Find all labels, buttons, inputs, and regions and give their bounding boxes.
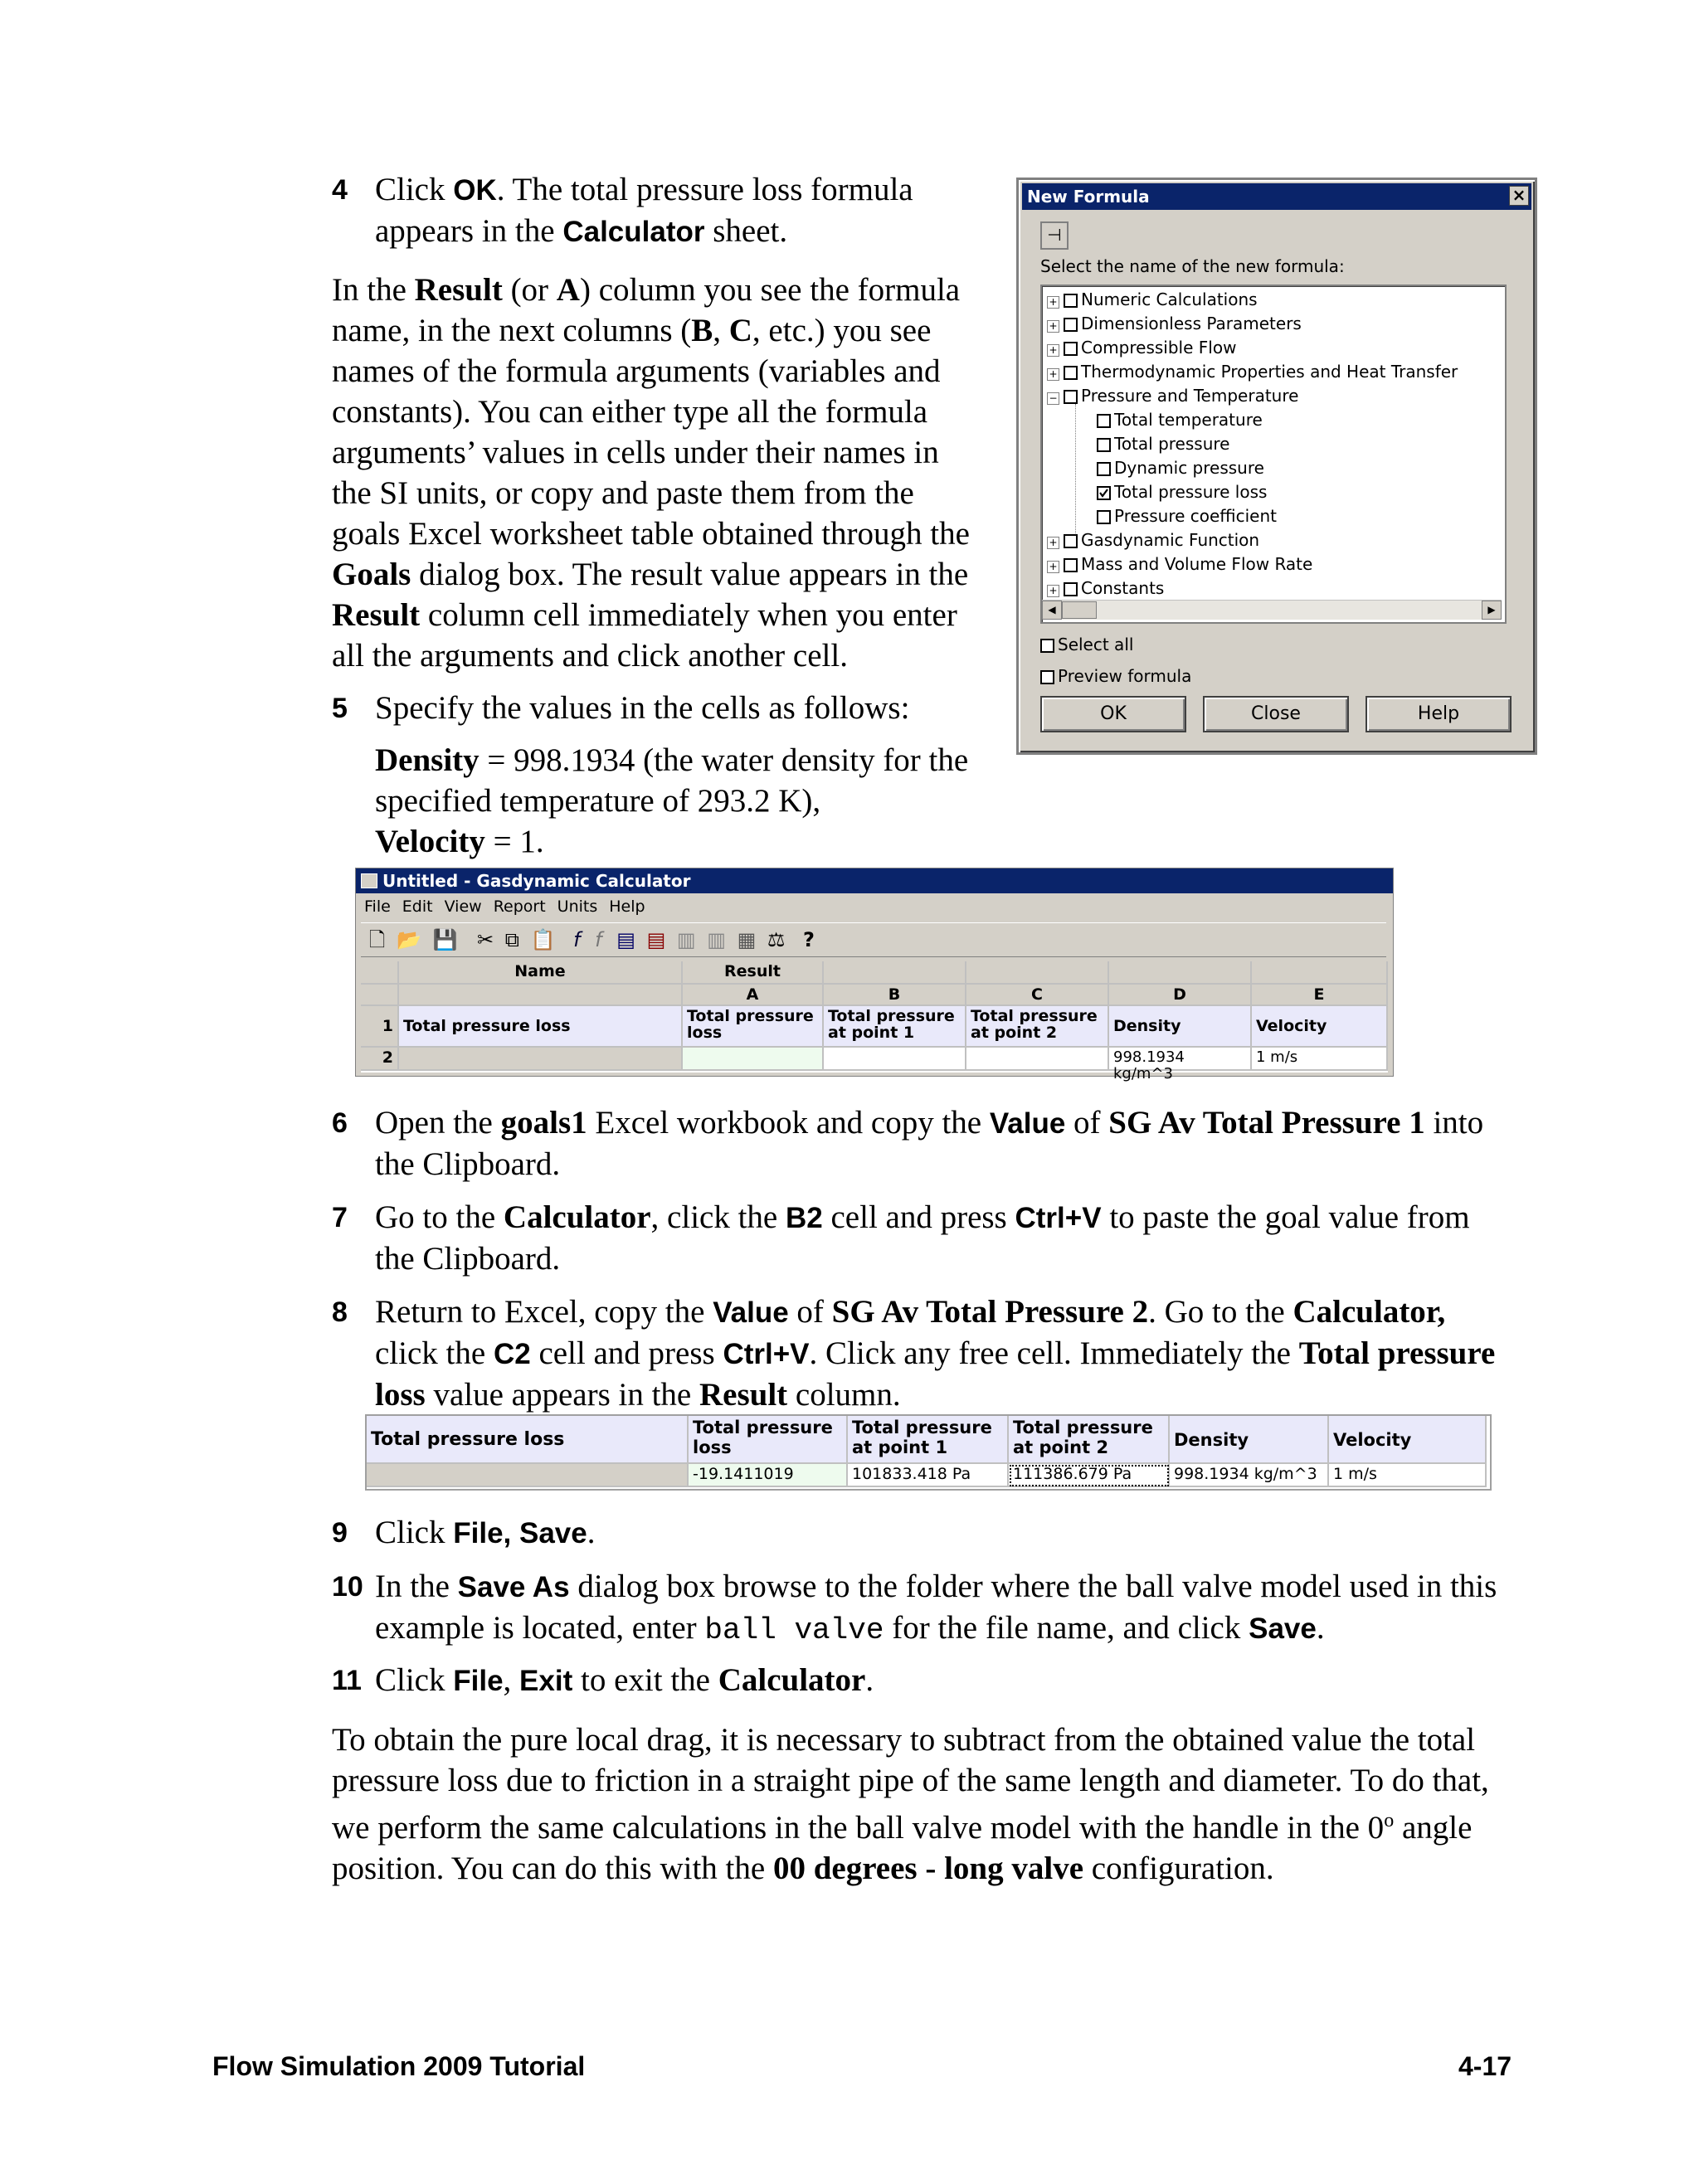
formula-icon[interactable]: f — [573, 928, 581, 951]
checkbox-icon — [1064, 366, 1078, 380]
page-number: 4-17 — [1458, 2051, 1512, 2081]
cell-name-row1[interactable]: Total pressure loss — [399, 1006, 683, 1048]
column-header-d[interactable]: D — [1109, 985, 1252, 1006]
header-name: Name — [399, 961, 683, 985]
menu-report[interactable]: Report — [493, 897, 546, 916]
step-number: 9 — [332, 1517, 348, 1549]
cell-e1[interactable]: Velocity — [1252, 1006, 1388, 1048]
copy-icon[interactable]: ⧉ — [504, 928, 519, 951]
tree-item-constants[interactable]: + Constants — [1047, 576, 1164, 600]
select-all-checkbox[interactable]: Select all — [1040, 635, 1133, 654]
tree-item-total-temperature[interactable]: Total temperature — [1097, 408, 1263, 431]
collapse-icon: − — [1047, 392, 1059, 405]
tree-item-dimensionless-parameters[interactable]: + Dimensionless Parameters — [1047, 312, 1302, 335]
menu-file[interactable]: File — [364, 897, 391, 916]
tree-item-mass-and-volume-flow-rate[interactable]: + Mass and Volume Flow Rate — [1047, 552, 1312, 576]
column-header-b[interactable]: B — [824, 985, 966, 1006]
cell-name-row2[interactable] — [399, 1048, 683, 1071]
dialog-title: New Formula — [1027, 187, 1150, 207]
tree-item-gasdynamic-function[interactable]: + Gasdynamic Function — [1047, 528, 1259, 552]
save-icon[interactable]: 💾 — [432, 928, 458, 951]
result-value-a[interactable]: -19.1411019 — [689, 1464, 848, 1487]
menu-units[interactable]: Units — [557, 897, 598, 916]
new-formula-dialog — [1016, 178, 1537, 755]
calculator-title: Untitled - Gasdynamic Calculator — [382, 871, 691, 891]
formula-disabled-icon[interactable]: f — [595, 928, 602, 951]
scroll-left-icon[interactable]: ◀ — [1042, 601, 1062, 620]
checkbox-icon — [1097, 510, 1111, 524]
cell-e2[interactable]: 1 m/s — [1252, 1048, 1388, 1071]
checkbox-icon — [1064, 342, 1078, 356]
header-blank — [966, 961, 1109, 985]
expand-icon: + — [1047, 368, 1059, 381]
cell-a1[interactable]: Total pressure loss — [683, 1006, 824, 1048]
result-name-row2[interactable] — [367, 1464, 689, 1487]
insert-column-icon[interactable]: ▥ — [676, 928, 696, 951]
cell-d2[interactable]: 998.1934 kg/m^3 — [1109, 1048, 1252, 1071]
step-number: 8 — [332, 1296, 348, 1328]
checkbox-icon — [1040, 639, 1054, 653]
checkbox-icon — [1097, 414, 1111, 428]
result-value-e[interactable]: 1 m/s — [1329, 1464, 1487, 1487]
calculator-title-bar — [356, 868, 1393, 893]
calculator-grid — [361, 961, 1388, 1082]
step-number: 10 — [332, 1571, 363, 1603]
app-icon — [361, 873, 377, 888]
scroll-thumb[interactable] — [1062, 601, 1097, 619]
ok-button[interactable]: OK — [1040, 696, 1186, 732]
closing-paragraph: To obtain the pure local drag, it is necessary to subtract from the obtained value the total pressure loss due to friction in a straight pipe of the same length and diameter. To do that, we perform the same calculations in the ball valve model with the handle in the 0$^o$ angle position. You can do this with the 00 degrees - long valve configuration. — [332, 1722, 1489, 1886]
expand-icon: + — [1047, 344, 1059, 357]
tree-item-total-pressure-loss[interactable]: Total pressure loss — [1097, 480, 1267, 503]
result-header-e[interactable]: Velocity — [1329, 1416, 1487, 1464]
formula-tree[interactable] — [1040, 285, 1507, 624]
expand-icon: + — [1047, 296, 1059, 309]
toolbar — [361, 922, 1386, 957]
cell-d1[interactable]: Density — [1109, 1006, 1252, 1048]
select-name-label: Select the name of the new formula: — [1040, 256, 1345, 276]
header-blank — [1109, 961, 1252, 985]
result-column-paragraph: In the Result (or A) column you see the formula name, in the next columns (B, C, etc.) you see names of the formula arguments (variables and constants). You can either type all the formula arguments’ values in cells under their names in the SI units, or copy and paste them from the goals Excel worksheet table obtained through the Goals dialog box. The result value appears in the Result column cell immediately when you enter all the arguments and click another cell. — [332, 272, 970, 674]
step-number: 11 — [332, 1665, 362, 1696]
cell-c1[interactable]: Total pressure at point 2 — [966, 1006, 1109, 1048]
result-value-c[interactable]: 111386.679 Pa — [1009, 1464, 1170, 1487]
report-icon[interactable]: ▦ — [737, 928, 757, 951]
cut-icon[interactable]: ✂ — [477, 928, 494, 951]
expand-icon: + — [1047, 561, 1059, 573]
header-result: Result — [683, 961, 824, 985]
checkbox-icon — [1064, 558, 1078, 572]
expand-icon: + — [1047, 585, 1059, 597]
cell-c2[interactable] — [966, 1048, 1109, 1071]
tree-item-total-pressure[interactable]: Total pressure — [1097, 432, 1229, 455]
column-header-blank — [399, 985, 683, 1006]
checkbox-icon — [1040, 670, 1054, 684]
tree-item-pressure-and-temperature[interactable]: − Pressure and Temperature — [1047, 384, 1298, 407]
new-file-icon[interactable]: 🗋 — [369, 928, 386, 951]
menu-view[interactable]: View — [444, 897, 482, 916]
calculator-window — [355, 868, 1394, 1082]
result-name-cell[interactable]: Total pressure loss — [367, 1416, 689, 1464]
header-blank — [1252, 961, 1388, 985]
preview-formula-checkbox[interactable]: Preview formula — [1040, 666, 1191, 686]
header-blank — [824, 961, 966, 985]
step-8-text: Return to Excel, copy the Value of SG Av Total Pressure 2. Go to the Calculator, click the C2 cell and press Ctrl+V. Click any free cell. Immediately the Total pressure loss value appears in the Result column. — [375, 1294, 1496, 1413]
result-value-b[interactable]: 101833.418 Pa — [848, 1464, 1009, 1487]
menu-help[interactable]: Help — [609, 897, 645, 916]
step-6-text: Open the goals1 Excel workbook and copy the Value of SG Av Total Pressure 1 into the Clipboard. — [375, 1105, 1484, 1182]
menu-bar — [364, 897, 645, 916]
expand-icon: + — [1047, 320, 1059, 333]
help-button[interactable]: Help — [1366, 696, 1512, 732]
footer-title: Flow Simulation 2009 Tutorial — [212, 2051, 586, 2081]
row-header-2[interactable]: 2 — [361, 1048, 399, 1071]
checkbox-icon — [1064, 390, 1078, 404]
tree-item-compressible-flow[interactable]: + Compressible Flow — [1047, 336, 1236, 359]
dialog-title-bar — [1022, 183, 1531, 210]
paste-icon[interactable]: 📋 — [530, 928, 556, 951]
tree-item-pressure-coefficient[interactable]: Pressure coefficient — [1097, 504, 1277, 528]
step-number: 4 — [332, 174, 348, 206]
corner-cell — [361, 961, 399, 985]
help-icon[interactable]: ? — [803, 928, 815, 951]
close-button[interactable]: Close — [1203, 696, 1349, 732]
row-header-1[interactable]: 1 — [361, 1006, 399, 1048]
result-header-d[interactable]: Density — [1170, 1416, 1329, 1464]
units-icon[interactable]: ⚖ — [767, 928, 786, 951]
result-header-b[interactable]: Total pressure at point 1 — [848, 1416, 1009, 1464]
result-header-a[interactable]: Total pressure loss — [689, 1416, 848, 1464]
tree-item-numeric-calculations[interactable]: + Numeric Calculations — [1047, 288, 1258, 311]
tree-item-thermodynamic-properties[interactable]: + Thermodynamic Properties and Heat Transfer — [1047, 360, 1458, 383]
step-7-text: Go to the Calculator, click the B2 cell and press Ctrl+V to paste the goal value from the Clipboard. — [375, 1199, 1470, 1277]
column-header-e[interactable]: E — [1252, 985, 1388, 1006]
tree-connector — [1075, 404, 1077, 537]
result-table — [365, 1414, 1492, 1491]
step-4-text: Click OK. The total pressure loss formula appears in the Calculator sheet. — [375, 172, 913, 249]
result-header-c[interactable]: Total pressure at point 2 — [1009, 1416, 1170, 1464]
tree-item-dynamic-pressure[interactable]: Dynamic pressure — [1097, 456, 1264, 479]
checkbox-icon — [1064, 294, 1078, 308]
corner-cell — [361, 985, 399, 1006]
checkbox-icon — [1064, 582, 1078, 596]
open-folder-icon[interactable]: 📂 — [396, 928, 421, 951]
step-number: 7 — [332, 1202, 348, 1233]
column-header-c[interactable]: C — [966, 985, 1109, 1006]
expand-icon: + — [1047, 537, 1059, 549]
menu-edit[interactable]: Edit — [402, 897, 433, 916]
delete-column-icon[interactable]: ▥ — [707, 928, 726, 951]
step-number: 6 — [332, 1107, 348, 1139]
horizontal-scrollbar[interactable] — [1042, 600, 1502, 620]
scroll-right-icon[interactable]: ▶ — [1482, 601, 1502, 620]
cell-a2[interactable] — [683, 1048, 824, 1071]
cell-b2[interactable] — [824, 1048, 966, 1071]
step-number: 5 — [332, 693, 348, 724]
column-header-a[interactable]: A — [683, 985, 824, 1006]
checkbox-icon — [1097, 462, 1111, 476]
checkbox-icon — [1064, 534, 1078, 548]
step-11-text: Click File, Exit to exit the Calculator. — [375, 1662, 874, 1698]
insert-row-icon[interactable]: ▤ — [616, 928, 635, 951]
pin-icon[interactable]: ⊣ — [1040, 221, 1069, 250]
cell-b1[interactable]: Total pressure at point 1 — [824, 1006, 966, 1048]
checked-checkbox-icon — [1097, 486, 1111, 500]
step-10-text: In the Save As dialog box browse to the folder where the ball valve model used in this example is located, enter ball valve for the file name, and click Save. — [375, 1569, 1497, 1647]
checkbox-icon — [1097, 438, 1111, 452]
delete-row-icon[interactable]: ▤ — [646, 928, 666, 951]
close-icon[interactable]: × — [1509, 186, 1529, 206]
checkbox-icon — [1064, 318, 1078, 332]
step-9-text: Click File, Save. — [375, 1515, 596, 1550]
result-value-d[interactable]: 998.1934 kg/m^3 — [1170, 1464, 1329, 1487]
step-5-text: Specify the values in the cells as follows: Density = 998.1934 (the water density for the specified temperature of 293.2 K), Velocity = 1. — [375, 690, 969, 859]
